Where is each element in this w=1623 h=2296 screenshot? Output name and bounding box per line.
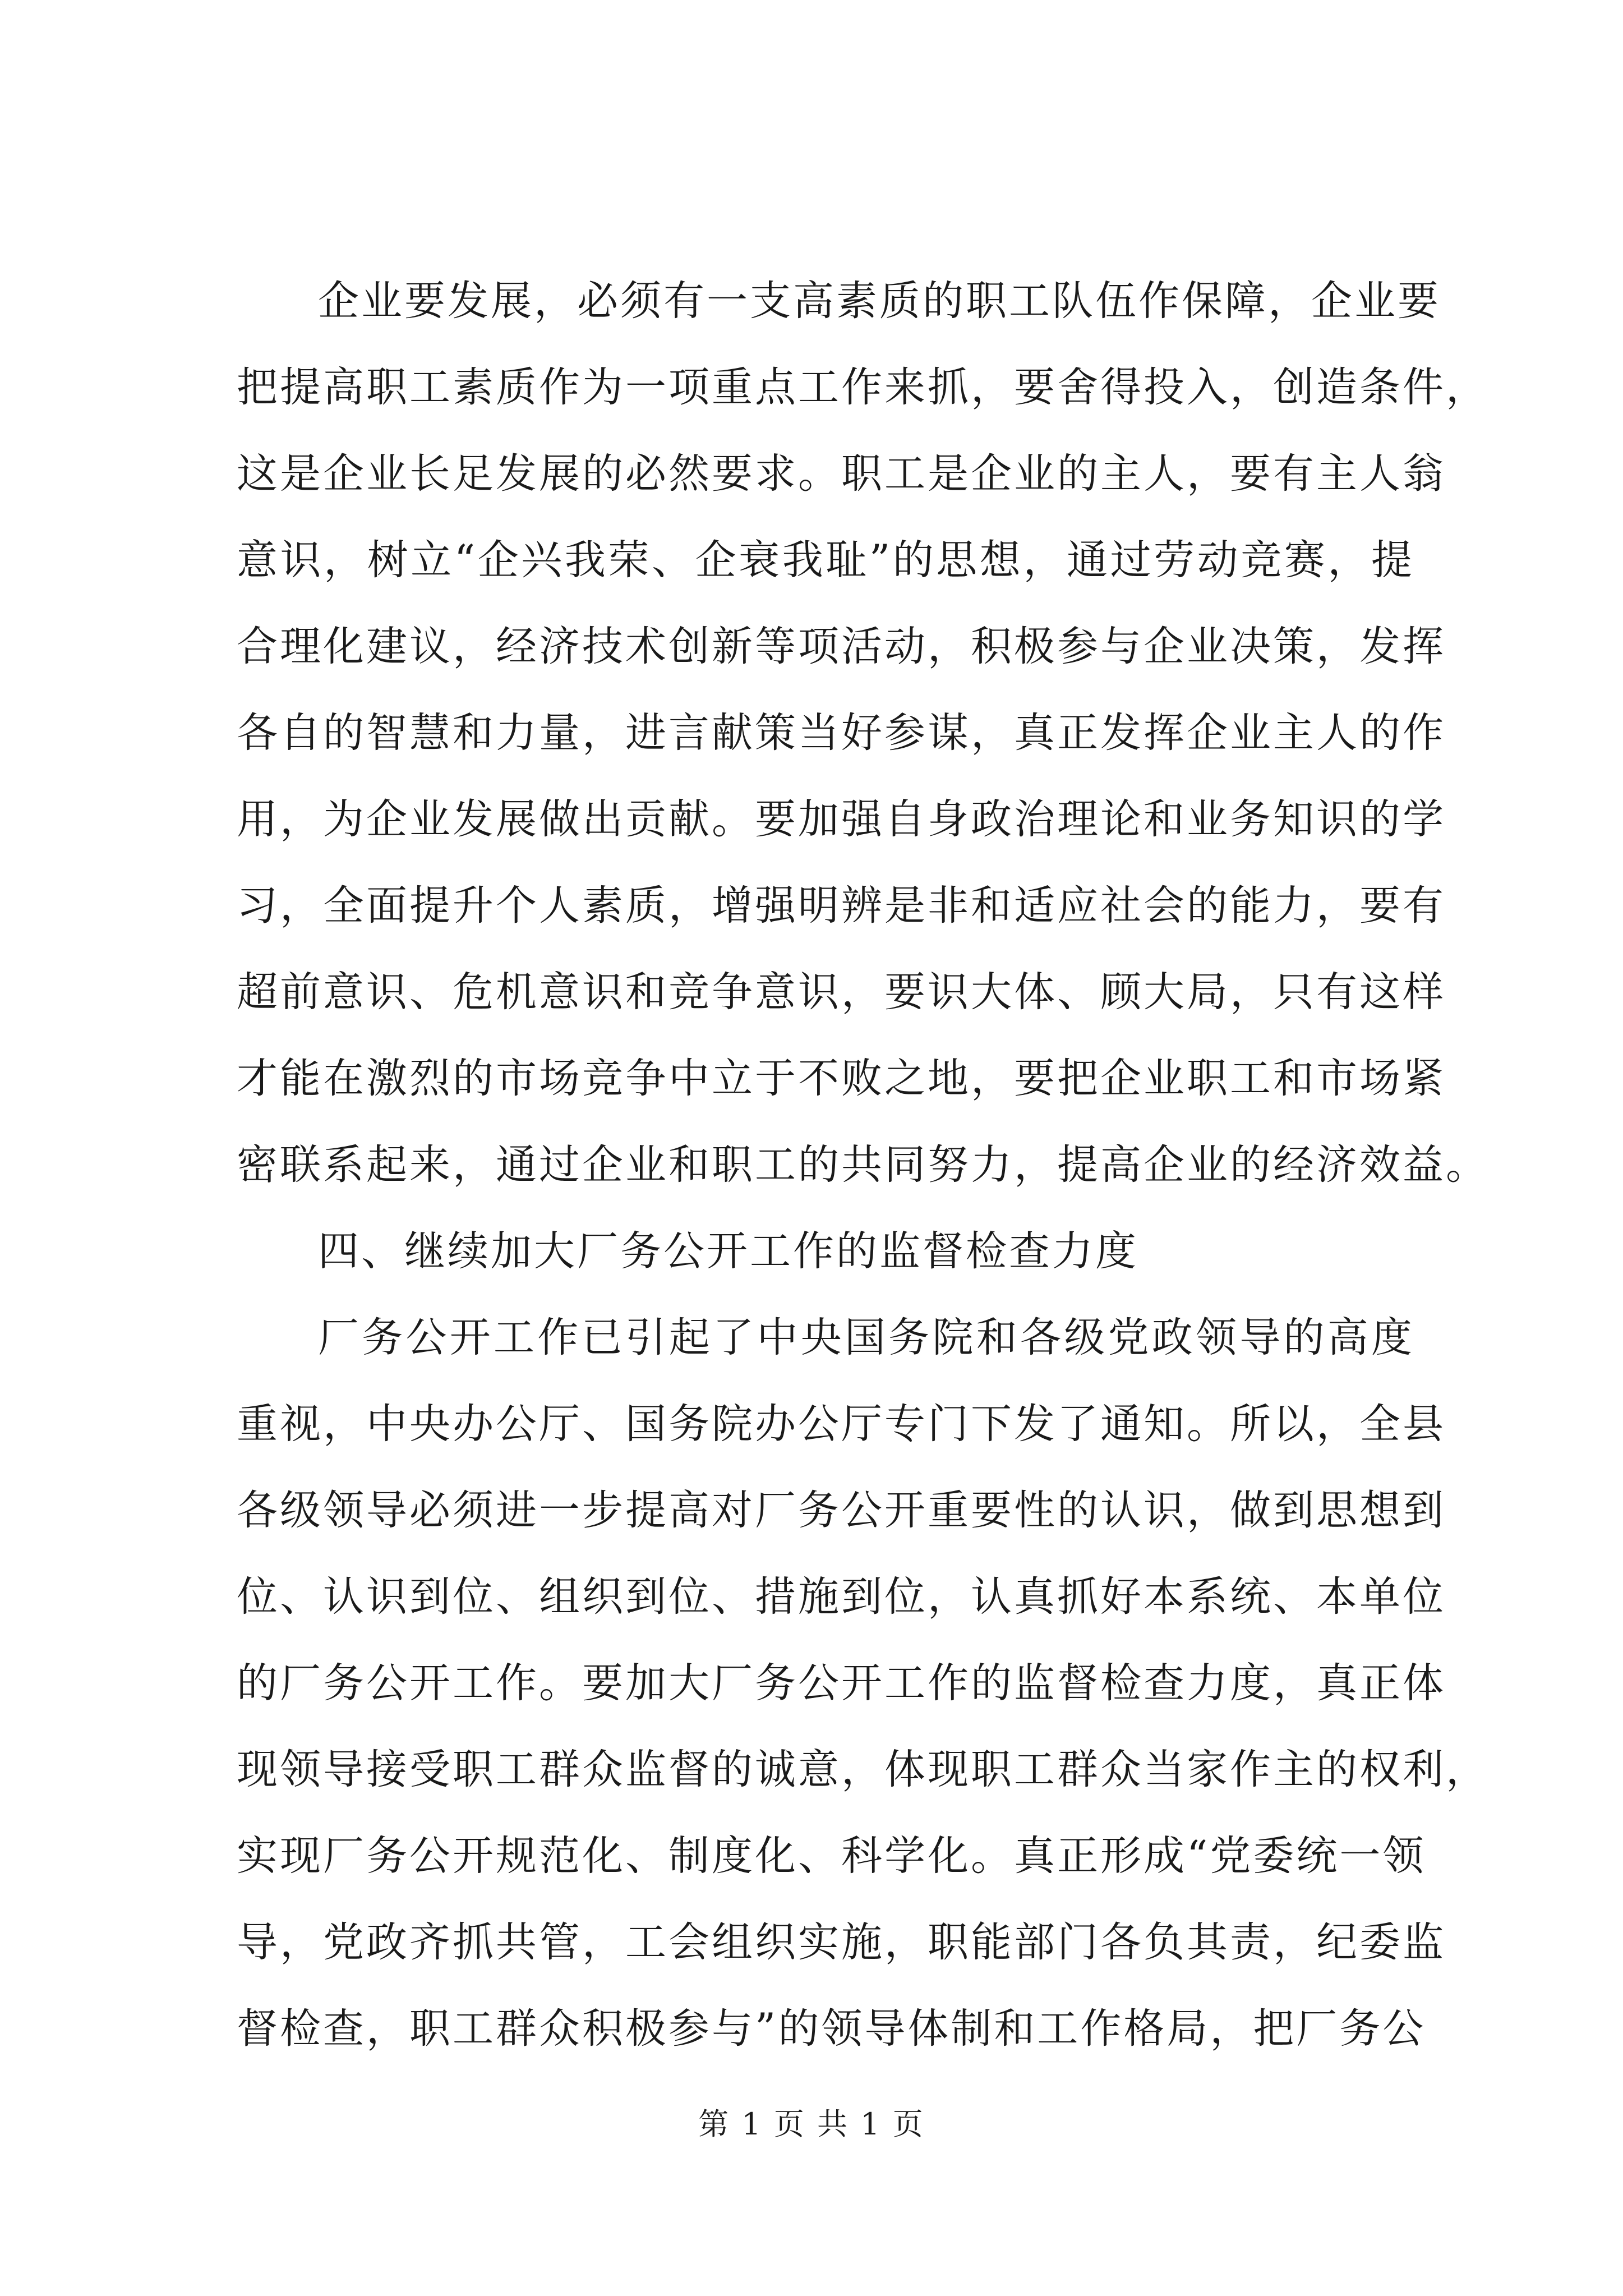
paragraph-line: 习，全面提升个人素质，增强明辨是非和适应社会的能力，要有	[237, 882, 1446, 930]
paragraph-line: 把提高职工素质作为一项重点工作来抓，要舍得投入，创造条件，	[237, 364, 1489, 411]
paragraph-line: 各自的智慧和力量，进言献策当好参谋，真正发挥企业主人的作	[237, 709, 1446, 757]
paragraph-line: 的厂务公开工作。要加大厂务公开工作的监督检查力度，真正体	[237, 1659, 1446, 1707]
paragraph-line: 合理化建议，经济技术创新等项活动，积极参与企业决策，发挥	[237, 623, 1446, 670]
paragraph-line: 现领导接受职工群众监督的诚意，体现职工群众当家作主的权利，	[237, 1746, 1489, 1793]
body-text	[237, 258, 1489, 2072]
paragraph-line: 重视，中央办公厅、国务院办公厅专门下发了通知。所以，全县	[237, 1400, 1446, 1448]
page-footer: 第 1 页 共 1 页	[698, 2106, 925, 2142]
paragraph-line: 才能在激烈的市场竞争中立于不败之地，要把企业职工和市场紧	[237, 1055, 1446, 1102]
paragraph-line: 督检查，职工群众积极参与”的领导体制和工作格局，把厂务公	[237, 2005, 1426, 2053]
paragraph-line: 密联系起来，通过企业和职工的共同努力，提高企业的经济效益。	[237, 1141, 1489, 1189]
paragraph-line: 超前意识、危机意识和竞争意识，要识大体、顾大局，只有这样	[237, 968, 1446, 1016]
paragraph-line: 各级领导必须进一步提高对厂务公开重要性的认识，做到思想到	[237, 1487, 1446, 1534]
paragraph-line: 意识，树立“企兴我荣、企衰我耻”的思想，通过劳动竞赛，提	[237, 536, 1414, 584]
paragraph-line: 企业要发展，必须有一支高素质的职工队伍作保障，企业要	[318, 277, 1441, 325]
section-heading: 四、继续加大厂务公开工作的监督检查力度	[318, 1227, 1138, 1275]
paragraph-line: 这是企业长足发展的必然要求。职工是企业的主人，要有主人翁	[237, 450, 1446, 498]
paragraph-line: 用，为企业发展做出贡献。要加强自身政治理论和业务知识的学	[237, 795, 1446, 843]
paragraph-line: 厂务公开工作已引起了中央国务院和各级党政领导的高度	[318, 1314, 1414, 1361]
paragraph-line: 导，党政齐抓共管，工会组织实施，职能部门各负其责，纪委监	[237, 1918, 1446, 1966]
paragraph-line: 位、认识到位、组织到位、措施到位，认真抓好本系统、本单位	[237, 1573, 1446, 1621]
paragraph-line: 实现厂务公开规范化、制度化、科学化。真正形成“党委统一领	[237, 1832, 1426, 1880]
